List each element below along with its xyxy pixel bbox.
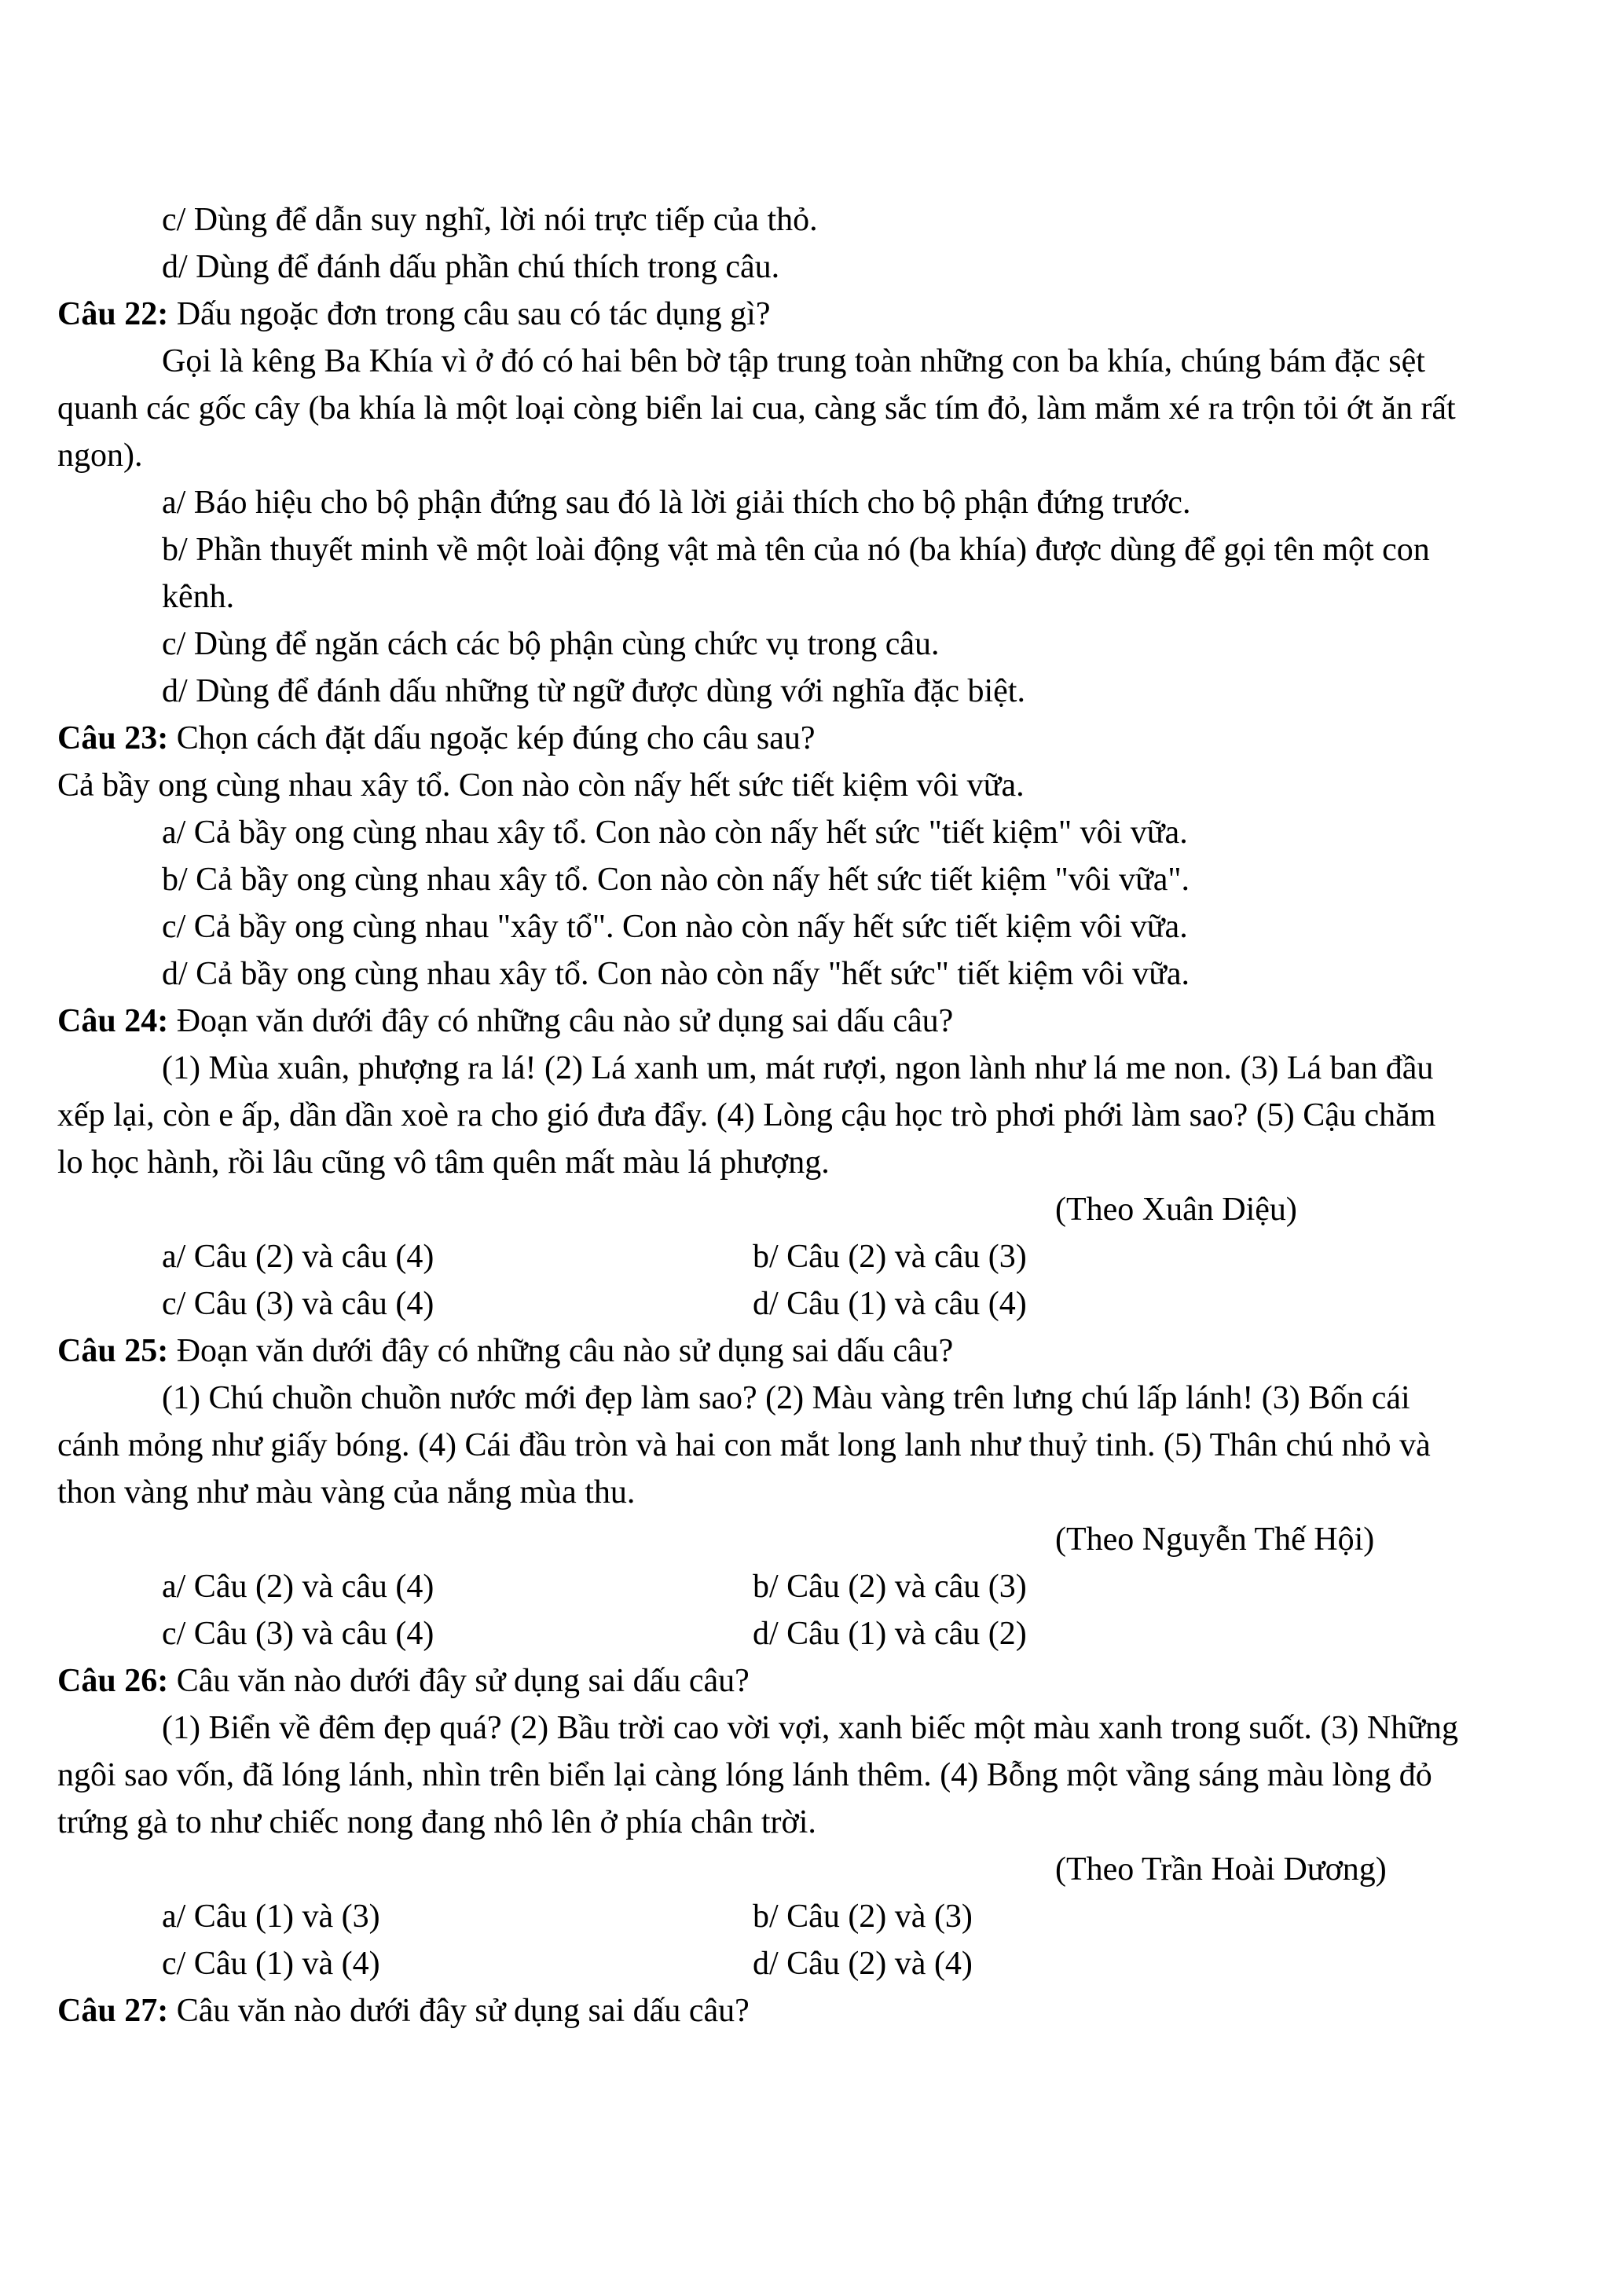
text-segment: Đoạn văn dưới đây có những câu nào sử dụng sai dấu câu? (168, 1003, 954, 1039)
text-line (0, 1327, 1624, 1375)
answer-option (162, 950, 1190, 998)
text-line (0, 1940, 1624, 1987)
text-line (0, 1846, 1624, 1893)
text-line (0, 1375, 1624, 1422)
text-line (0, 244, 1624, 291)
text-segment: Cả bầy ong cùng nhau xây tổ. Con nào còn nấy hết sức tiết kiệm vôi vữa. (57, 767, 1025, 804)
answer-option (753, 1280, 1027, 1327)
text-line (0, 668, 1624, 715)
answer-option (162, 809, 1188, 856)
question-label: Câu 24: (57, 1003, 169, 1039)
text-line (0, 196, 1624, 244)
text-segment: Câu văn nào dưới đây sử dụng sai dấu câu? (168, 1993, 750, 2029)
text-line (0, 1139, 1624, 1186)
text-run (57, 385, 1456, 432)
text-run (57, 762, 1025, 809)
text-line (0, 1092, 1624, 1139)
text-segment: d/ Câu (1) và câu (4) (753, 1286, 1027, 1322)
question-label: Câu 26: (57, 1663, 169, 1699)
text-line (0, 1469, 1624, 1516)
text-line (0, 385, 1624, 432)
author-attribution (1055, 1846, 1387, 1893)
text-segment: (Theo Nguyễn Thế Hội) (1055, 1522, 1375, 1558)
text-line (0, 1516, 1624, 1563)
text-segment: d/ Dùng để đánh dấu phần chú thích trong câu. (162, 249, 780, 285)
text-run (57, 1987, 750, 2034)
text-segment: (1) Mùa xuân, phượng ra lá! (2) Lá xanh um, mát rượi, ngon lành như lá me non. (3) Lá ban đầu (162, 1050, 1434, 1086)
text-run (57, 1657, 750, 1705)
answer-option (162, 244, 779, 291)
text-line (0, 903, 1624, 950)
answer-option (162, 856, 1190, 903)
text-line (0, 1610, 1624, 1657)
text-line (0, 1752, 1624, 1799)
text-line (0, 1186, 1624, 1233)
answer-option (162, 1280, 434, 1327)
text-run (162, 1705, 1458, 1752)
answer-option (162, 1893, 380, 1940)
text-segment: Đoạn văn dưới đây có những câu nào sử dụng sai dấu câu? (168, 1333, 954, 1369)
text-segment: ngôi sao vốn, đã lóng lánh, nhìn trên biển lại càng lóng lánh thêm. (4) Bỗng một vầng sáng màu lòng đỏ (57, 1757, 1432, 1793)
answer-option (753, 1610, 1027, 1657)
text-segment: c/ Câu (3) và câu (4) (162, 1286, 434, 1322)
text-segment: c/ Câu (3) và câu (4) (162, 1616, 434, 1652)
text-line (0, 338, 1624, 385)
answer-option (162, 668, 1025, 715)
text-segment: a/ Câu (2) và câu (4) (162, 1239, 434, 1275)
text-segment: b/ Câu (2) và câu (3) (753, 1569, 1027, 1605)
text-line (0, 950, 1624, 998)
answer-option (162, 526, 1430, 573)
text-run (57, 1139, 830, 1186)
text-segment: lo học hành, rồi lâu cũng vô tâm quên mất màu lá phượng. (57, 1144, 830, 1181)
text-line (0, 715, 1624, 762)
text-line (0, 1893, 1624, 1940)
text-line (0, 432, 1624, 479)
text-segment: b/ Câu (2) và câu (3) (753, 1239, 1027, 1275)
answer-option (753, 1940, 973, 1987)
answer-option (753, 1893, 973, 1940)
text-line (0, 856, 1624, 903)
text-run (162, 1375, 1410, 1422)
text-segment: (1) Biển về đêm đẹp quá? (2) Bầu trời cao vời vợi, xanh biếc một màu xanh trong suốt. (3) Những (162, 1710, 1458, 1746)
text-line (0, 573, 1624, 621)
text-segment: ngon). (57, 438, 143, 474)
author-attribution (1055, 1516, 1374, 1563)
answer-option (162, 621, 940, 668)
text-line (0, 1705, 1624, 1752)
text-run (57, 291, 770, 338)
text-run (57, 432, 143, 479)
text-segment: d/ Câu (2) và (4) (753, 1946, 973, 1982)
text-run (57, 1752, 1432, 1799)
text-line (0, 479, 1624, 526)
text-line (0, 1233, 1624, 1280)
text-run (57, 1422, 1431, 1469)
text-line (0, 1657, 1624, 1705)
text-segment: c/ Cả bầy ong cùng nhau "xây tổ". Con nào còn nấy hết sức tiết kiệm vôi vữa. (162, 909, 1188, 945)
text-segment: Dấu ngoặc đơn trong câu sau có tác dụng gì? (168, 296, 771, 332)
text-segment: a/ Câu (2) và câu (4) (162, 1569, 434, 1605)
text-segment: d/ Cả bầy ong cùng nhau xây tổ. Con nào còn nấy "hết sức" tiết kiệm vôi vữa. (162, 956, 1190, 992)
text-segment: c/ Câu (1) và (4) (162, 1946, 380, 1982)
text-line (0, 621, 1624, 668)
text-segment: c/ Dùng để dẫn suy nghĩ, lời nói trực tiếp của thỏ. (162, 202, 818, 238)
text-line (0, 1280, 1624, 1327)
text-segment: Câu văn nào dưới đây sử dụng sai dấu câu? (168, 1663, 750, 1699)
question-label: Câu 27: (57, 1993, 169, 2029)
text-segment: d/ Câu (1) và câu (2) (753, 1616, 1027, 1652)
text-run (162, 573, 234, 621)
author-attribution (1055, 1186, 1297, 1233)
text-segment: quanh các gốc cây (ba khía là một loại còng biển lai cua, càng sắc tím đỏ, làm mắm xé ra trộn tỏi ớt ăn rất (57, 390, 1456, 427)
question-label: Câu 23: (57, 720, 169, 756)
text-run (57, 1092, 1435, 1139)
text-segment: trứng gà to như chiếc nong đang nhô lên ở phía chân trời. (57, 1804, 816, 1840)
text-segment: b/ Cả bầy ong cùng nhau xây tổ. Con nào còn nấy hết sức tiết kiệm "vôi vữa". (162, 862, 1190, 898)
text-segment: (Theo Xuân Diệu) (1055, 1192, 1297, 1228)
answer-option (162, 1610, 434, 1657)
text-run (57, 715, 816, 762)
text-line (0, 1422, 1624, 1469)
answer-option (753, 1563, 1027, 1610)
text-segment: a/ Câu (1) và (3) (162, 1899, 380, 1935)
answer-option (162, 903, 1188, 950)
text-line (0, 1987, 1624, 2034)
text-segment: d/ Dùng để đánh dấu những từ ngữ được dùng với nghĩa đặc biệt. (162, 673, 1025, 709)
answer-option (162, 1940, 380, 1987)
text-segment: b/ Phần thuyết minh về một loài động vật mà tên của nó (ba khía) được dùng để gọi tên một con (162, 532, 1430, 568)
text-run (57, 1799, 816, 1846)
text-line (0, 1563, 1624, 1610)
text-segment: a/ Báo hiệu cho bộ phận đứng sau đó là lời giải thích cho bộ phận đứng trước. (162, 485, 1191, 521)
text-segment: (1) Chú chuồn chuồn nước mới đẹp làm sao? (2) Màu vàng trên lưng chú lấp lánh! (3) Bốn cái (162, 1380, 1410, 1416)
text-line (0, 998, 1624, 1045)
text-segment: cánh mỏng như giấy bóng. (4) Cái đầu tròn và hai con mắt long lanh như thuỷ tinh. (5) Thân chú nhỏ và (57, 1427, 1431, 1463)
text-segment: a/ Cả bầy ong cùng nhau xây tổ. Con nào còn nấy hết sức "tiết kiệm" vôi vữa. (162, 815, 1188, 851)
text-run (162, 338, 1425, 385)
text-segment: b/ Câu (2) và (3) (753, 1899, 973, 1935)
text-line (0, 1799, 1624, 1846)
text-segment: c/ Dùng để ngăn cách các bộ phận cùng chức vụ trong câu. (162, 626, 940, 662)
text-segment: xếp lại, còn e ấp, dần dần xoè ra cho gió đưa đẩy. (4) Lòng cậu học trò phơi phới làm sao? (5) Cậu chăm (57, 1097, 1436, 1133)
text-run (57, 998, 953, 1045)
text-line (0, 526, 1624, 573)
question-label: Câu 22: (57, 296, 169, 332)
answer-option (162, 1233, 434, 1280)
text-line (0, 291, 1624, 338)
answer-option (162, 196, 818, 244)
text-run (162, 1045, 1433, 1092)
text-segment: Gọi là kêng Ba Khía vì ở đó có hai bên bờ tập trung toàn những con ba khía, chúng bám đặc sệt (162, 343, 1425, 379)
text-line (0, 1045, 1624, 1092)
text-segment: thon vàng như màu vàng của nắng mùa thu. (57, 1474, 636, 1511)
text-segment: kênh. (162, 579, 235, 615)
answer-option (753, 1233, 1027, 1280)
answer-option (162, 1563, 434, 1610)
text-segment: Chọn cách đặt dấu ngoặc kép đúng cho câu sau? (168, 720, 816, 756)
question-label: Câu 25: (57, 1333, 169, 1369)
answer-option (162, 479, 1190, 526)
text-run (57, 1469, 635, 1516)
text-run (57, 1327, 953, 1375)
text-segment: (Theo Trần Hoài Dương) (1055, 1851, 1387, 1888)
text-line (0, 762, 1624, 809)
text-line (0, 809, 1624, 856)
